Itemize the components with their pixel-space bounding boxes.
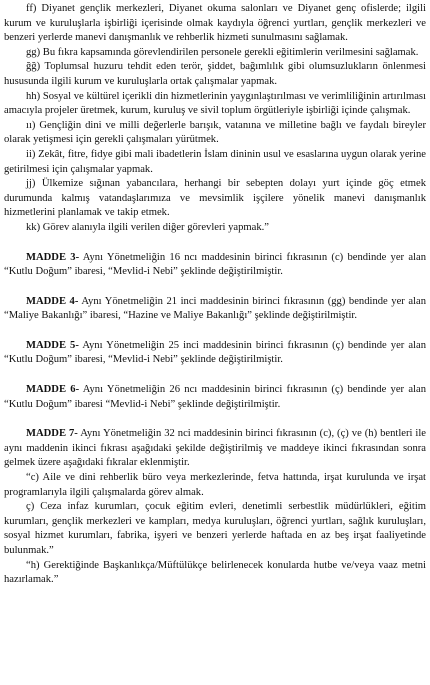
madde-5 — [4, 339, 426, 368]
madde-7-paragraph-cc: ç) Ceza infaz kurumları, çocuk eğitim evleri, denetimli serbestlik müdürlükleri, eğitim kurumları, gençlik merkezleri ve kampları, medya kuruluşları, öğrenci yurtları, sağlık kuruluşları, sosyal hizmet kurumları, fabrika, işyeri ve benzeri yerlerde haftada en az beş irşat faaliyetinde bulunmak.” — [4, 501, 426, 556]
madde-7 — [4, 427, 426, 471]
paragraph-hh: hh) Sosyal ve kültürel içerikli din hizmetlerinin yaygınlaştırılması ve verimliliğinin artırılması amacıyla projeler üretmek, kurum, kuruluş ve sivil toplum örgütleriyle işbirliği içinde çalışmak. — [4, 90, 426, 117]
madde-5-label: MADDE 5- — [26, 339, 79, 351]
madde-7-label: MADDE 7- — [26, 428, 78, 440]
paragraph-gg2: ğğ) Toplumsal huzuru tehdit eden terör, şiddet, bağımlılık gibi olumsuzlukların önlenmesi hususunda ilgili kurum ve kuruluşlarla ortak çalışmalar yapmak. — [4, 61, 426, 87]
madde-5-text: Aynı Yönetmeliğin 25 inci maddesinin birinci fıkrasının (ç) bendinde yer alan “Kutlu Doğum” ibaresi, “Mevlid-i Nebi” şeklinde değiştirilmiştir. — [4, 339, 426, 366]
paragraph-jj: jj) Ülkemize sığınan yabancılara, herhangi bir sebepten dolayı yurt içinde göç etmek durumunda kalmış vatandaşlarımıza ve mevsimlik işçilere yönelik manevi danışmanlık hizmetlerini planlamak ve takip etmek. — [4, 178, 426, 219]
madde-4-text: Aynı Yönetmeliğin 21 inci maddesinin birinci fıkrasının (gg) bendinde yer alan “Maliye Bakanlığı” ibaresi, “Hazine ve Maliye Bakanlığı” şeklinde değiştirilmiştir. — [4, 295, 426, 322]
paragraph-ii: ıı) Gençliğin dini ve milli değerlerle barışık, vatanına ve milletine bağlı ve faydalı bireyler olarak yetişmesi için gerekli çalışmaları yürütmek. — [4, 119, 426, 146]
paragraph-gg: gg) Bu fıkra kapsamında görevlendirilen personele gerekli eğitimlerin verilmesini sağlamak. — [26, 46, 419, 58]
madde-6-label: MADDE 6- — [26, 384, 80, 396]
madde-4 — [4, 295, 426, 324]
madde-7-paragraph-c: “c) Aile ve dini rehberlik büro veya merkezlerinde, fetva hattında, irşat kurulunda ve irşat programlarıyla ilgili çalışmalarda görev almak. — [4, 472, 426, 498]
paragraph-ii2: ii) Zekât, fitre, fidye gibi mali ibadetlerin İslam dininin usul ve esaslarına uygun olarak yerine getirilmesi için çalışmalar yapmak. — [4, 148, 426, 175]
paragraph-ff: ff) Diyanet gençlik merkezleri, Diyanet okuma salonları ve Diyanet genç ofislerde; ilgili kurum ve kuruluşlarla işbirliği içerisinde olmak kaydıyla öğrenci yurtları, gençlik merkezleri ve benzeri yerlerde manevi danışmanlık ve rehberlik hizmeti sunulmasını sağlamak. — [4, 3, 426, 44]
paragraph-kk: kk) Görev alanıyla ilgili verilen diğer görevleri yapmak.” — [26, 221, 269, 233]
madde-7-text: Aynı Yönetmeliğin 32 nci maddesinin birinci fıkrasının (c), (ç) ve (h) bentleri ile aynı maddenin ikinci fıkrası aşağıdaki şekilde değiştirilmiş ve maddeye ikinci fıkrasından sonra gelmek üzere aşağıdaki fıkralar eklenmiştir. — [4, 428, 426, 469]
madde-6 — [4, 383, 426, 412]
madde-3-label: MADDE 3- — [26, 251, 80, 263]
madde-3-text: Aynı Yönetmeliğin 16 ncı maddesinin birinci fıkrasının (c) bendinde yer alan “Kutlu Doğum” ibaresi, “Mevlid-i Nebi” şeklinde değiştirilmiştir. — [4, 251, 427, 278]
madde-6-text: Aynı Yönetmeliğin 26 ncı maddesinin birinci fıkrasının (ç) bendinde yer alan “Kutlu Doğum” ibaresi “Mevlid-i Nebi” şeklinde değiştirilmiştir. — [4, 384, 427, 410]
madde-4-label: MADDE 4- — [26, 295, 79, 307]
madde-3 — [4, 251, 426, 280]
madde-7-paragraph-h: “h) Gerektiğinde Başkanlıkça/Müftülükçe belirlenecek konularda hutbe ve/veya vaaz metni hazırlamak.” — [4, 559, 426, 586]
